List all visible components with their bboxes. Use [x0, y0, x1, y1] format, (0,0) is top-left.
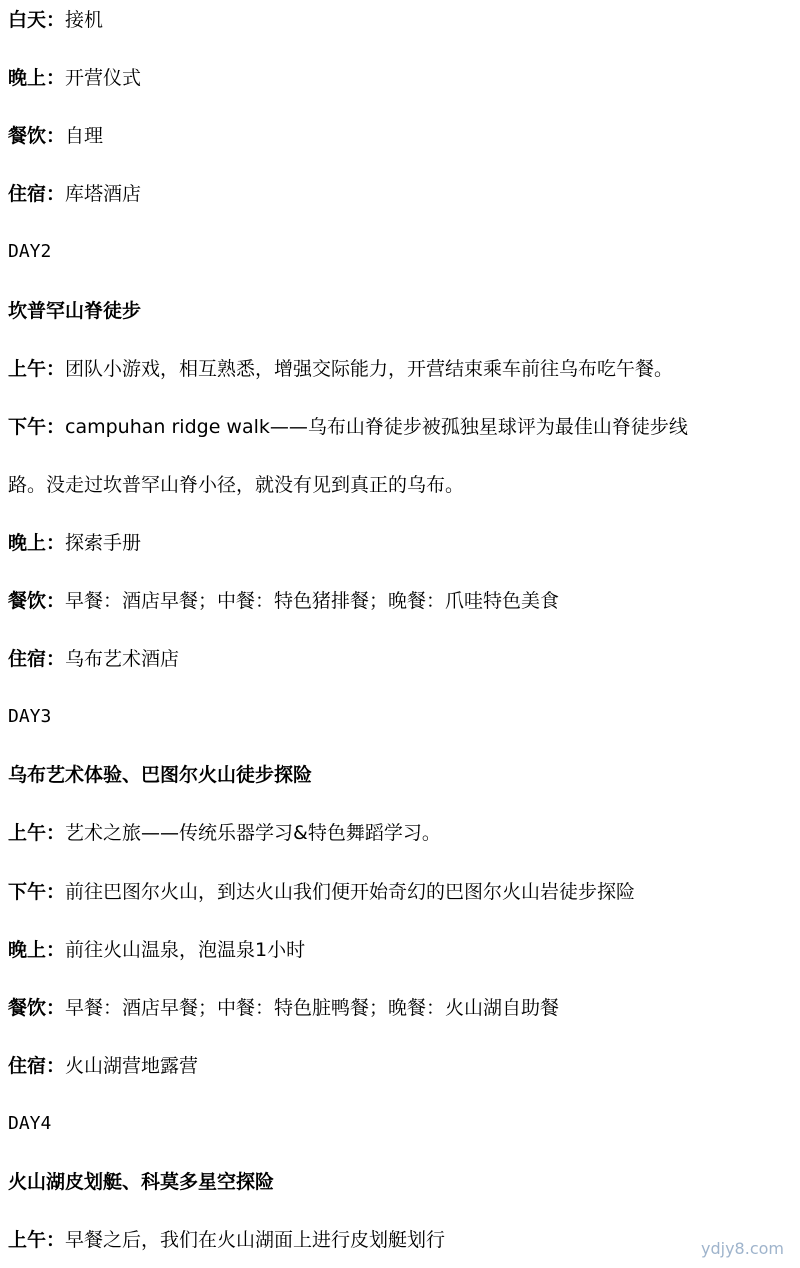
itinerary-line [8, 1046, 792, 1086]
itinerary-line [8, 639, 792, 679]
line-label: 白天： [8, 9, 66, 31]
itinerary-line [8, 349, 792, 389]
line-label: 上午： [8, 1229, 66, 1252]
line-value: 开营仪式 [65, 67, 142, 90]
itinerary-line [8, 988, 792, 1028]
line-label: 晚上： [8, 938, 66, 961]
line-label: 餐饮： [8, 125, 66, 148]
itinerary-line [8, 872, 792, 912]
line-value: 前往巴图尔火山，到达火山我们便开始奇幻的巴图尔火山岩徒步探险 [65, 880, 636, 903]
line-label: 住宿： [8, 648, 66, 671]
day-heading: 坎普罕山脊徒步 [8, 299, 142, 322]
line-value: 火山湖营地露营 [65, 1054, 199, 1077]
itinerary-line [8, 930, 792, 970]
line-value: 自理 [65, 125, 104, 148]
day-marker: DAY2 [8, 241, 52, 263]
line-label: 住宿： [8, 183, 66, 206]
itinerary-line [8, 174, 792, 214]
line-label: 上午： [8, 357, 66, 380]
line-value: 团队小游戏，相互熟悉，增强交际能力，开营结束乘车前往乌布吃午餐。 [65, 357, 674, 380]
day-heading: 火山湖皮划艇、科莫多星空探险 [8, 1171, 275, 1193]
line-value: 库塔酒店 [65, 183, 142, 206]
line-label: 上午： [8, 822, 66, 845]
continuation-text: 路。没走过坎普罕山脊小径，就没有见到真正的乌布。 [8, 473, 465, 496]
watermark: ydjy8.com [701, 1239, 784, 1258]
line-label: 晚上： [8, 531, 66, 554]
itinerary-line [8, 116, 792, 156]
itinerary-line [8, 523, 792, 563]
line-value: 早餐：酒店早餐；中餐：特色脏鸭餐；晚餐：火山湖自助餐 [65, 996, 560, 1019]
line-value: 早餐之后，我们在火山湖面上进行皮划艇划行 [65, 1229, 446, 1252]
line-label: 下午： [8, 880, 66, 903]
itinerary-line [8, 813, 792, 853]
line-label: 晚上： [8, 67, 66, 90]
line-value: 乌布艺术酒店 [65, 648, 180, 671]
day-marker: DAY4 [8, 1112, 52, 1134]
itinerary-line [8, 58, 792, 98]
itinerary-line [8, 1220, 792, 1260]
line-value: 艺术之旅——传统乐器学习&特色舞蹈学习。 [65, 822, 441, 845]
line-value: 探索手册 [65, 531, 142, 554]
line-label: 餐饮： [8, 590, 66, 612]
line-label: 下午： [8, 415, 66, 438]
line-value: campuhan ridge walk——乌布山脊徒步被孤独星球评为最佳山脊徒步线 [65, 415, 688, 438]
line-value: 早餐：酒店早餐；中餐：特色猪排餐；晚餐：爪哇特色美食 [65, 590, 560, 612]
line-label: 餐饮： [8, 996, 66, 1019]
itinerary-line [8, 581, 792, 621]
day-heading: 乌布艺术体验、巴图尔火山徒步探险 [8, 764, 313, 787]
line-value: 前往火山温泉，泡温泉1小时 [65, 938, 306, 961]
line-value: 接机 [65, 9, 104, 31]
itinerary-line [8, 407, 792, 447]
line-label: 住宿： [8, 1054, 66, 1077]
itinerary-line [8, 0, 792, 40]
day-marker: DAY3 [8, 706, 52, 728]
